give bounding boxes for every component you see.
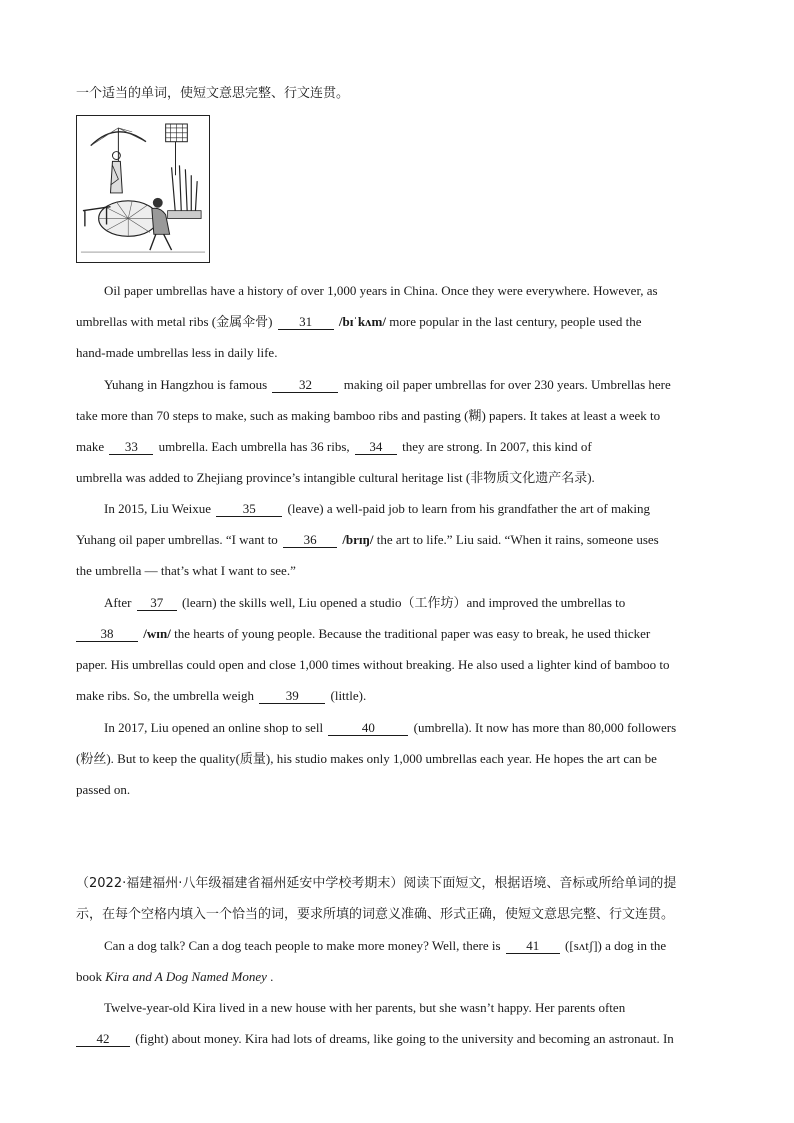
p3-line3: the umbrella — that’s what I want to see.” <box>76 563 296 578</box>
text: Yuhang oil paper umbrellas. “I want to <box>76 532 282 547</box>
p5-line1 <box>104 720 718 736</box>
p2-line3 <box>76 439 718 455</box>
text: they are strong. In 2007, this kind of <box>398 439 592 454</box>
text: more popular in the last century, people used the <box>389 314 642 329</box>
umbrella-illustration <box>76 115 210 263</box>
text: (little). <box>327 688 367 703</box>
text: (umbrella). It now has more than 80,000 followers <box>410 720 677 735</box>
text: book <box>76 969 106 984</box>
blank-34[interactable]: 34 <box>355 440 397 455</box>
blank-33[interactable]: 33 <box>109 440 153 455</box>
p4-line1 <box>104 595 718 611</box>
text: ([sʌtʃ]) a dog in the <box>561 938 667 953</box>
blank-42[interactable]: 42 <box>76 1032 130 1047</box>
text: Can a dog talk? Can a dog teach people to make more money? Well, there is <box>104 938 504 953</box>
phonetic: /bɪˈkʌm/ <box>335 314 390 329</box>
text: making oil paper umbrellas for over 230 years. Umbrellas here <box>340 377 671 392</box>
p1-line2 <box>76 314 718 330</box>
blank-31[interactable]: 31 <box>278 315 334 330</box>
p2-line1 <box>104 377 718 393</box>
p4-line3: paper. His umbrellas could open and close 1,000 times without breaking. He also used a lighter kind of bamboo to <box>76 657 670 672</box>
p1-line3: hand-made umbrellas less in daily life. <box>76 345 278 360</box>
text: (leave) a well-paid job to learn from his grandfather the art of making <box>284 501 650 516</box>
text: Yuhang in Hangzhou is famous <box>104 377 271 392</box>
blank-40[interactable]: 40 <box>328 721 408 736</box>
p3-line1 <box>104 501 718 517</box>
blank-35[interactable]: 35 <box>216 502 282 517</box>
blank-41[interactable]: 41 <box>506 939 560 954</box>
passage2-header-line1: （2022·福建福州·八年级福建省福州延安中学校考期末）阅读下面短文，根据语境、音标或所给单词的提 <box>76 876 677 891</box>
p4-line4 <box>76 688 718 704</box>
text: the art to life.” Liu said. “When it rains, someone uses <box>376 532 659 547</box>
text: In 2017, Liu opened an online shop to sell <box>104 720 327 735</box>
p2-line4: umbrella was added to Zhejiang province’s intangible cultural heritage list (非物质文化遗产名录). <box>76 470 595 485</box>
text: umbrellas with metal ribs (金属伞骨) <box>76 314 276 329</box>
text: make <box>76 439 108 454</box>
p2-line2: take more than 70 steps to make, such as making bamboo ribs and pasting (糊) papers. It takes at least a week to <box>76 408 661 423</box>
q42-line2 <box>76 1031 718 1047</box>
p3-line2 <box>76 532 718 548</box>
text: (fight) about money. Kira had lots of dreams, like going to the university and becoming an astronaut. In <box>132 1031 674 1046</box>
q41-line2 <box>76 969 718 985</box>
p5-line2: (粉丝). But to keep the quality(质量), his studio makes only 1,000 umbrellas each year. He hopes the art can be <box>76 751 657 766</box>
q41-line1 <box>104 938 718 954</box>
p1-line1: Oil paper umbrellas have a history of over 1,000 years in China. Once they were everywhere. However, as <box>104 283 658 298</box>
text: . <box>266 969 274 984</box>
umbrella-maker-drawing <box>77 116 209 262</box>
blank-36[interactable]: 36 <box>283 533 337 548</box>
text: make ribs. So, the umbrella weigh <box>76 688 258 703</box>
q42-line1: Twelve-year-old Kira lived in a new house with her parents, but she wasn’t happy. Her parents often <box>104 1000 626 1015</box>
instruction-tail: 一个适当的单词，使短文意思完整、行文连贯。 <box>76 86 350 101</box>
text: umbrella. Each umbrella has 36 ribs, <box>155 439 353 454</box>
passage2-header-line2: 示，在每个空格内填入一个恰当的词，要求所填的词意义准确、形式正确，使短文意思完整、行文连贯。 <box>76 907 675 922</box>
text: After <box>104 595 135 610</box>
text: (learn) the skills well, Liu opened a studio（工作坊）and improved the umbrellas to <box>178 595 626 610</box>
p5-line3: passed on. <box>76 782 131 797</box>
phonetic: /brɪŋ/ <box>339 532 377 547</box>
blank-32[interactable]: 32 <box>272 378 338 393</box>
blank-38[interactable]: 38 <box>76 627 138 642</box>
blank-39[interactable]: 39 <box>259 689 325 704</box>
phonetic: /wɪn/ <box>140 626 175 641</box>
book-title: Kira and A Dog Named Money <box>105 969 267 984</box>
text: In 2015, Liu Weixue <box>104 501 215 516</box>
blank-37[interactable]: 37 <box>137 596 177 611</box>
text: the hearts of young people. Because the traditional paper was easy to break, he used thicker <box>174 626 651 641</box>
p4-line2 <box>76 626 718 642</box>
